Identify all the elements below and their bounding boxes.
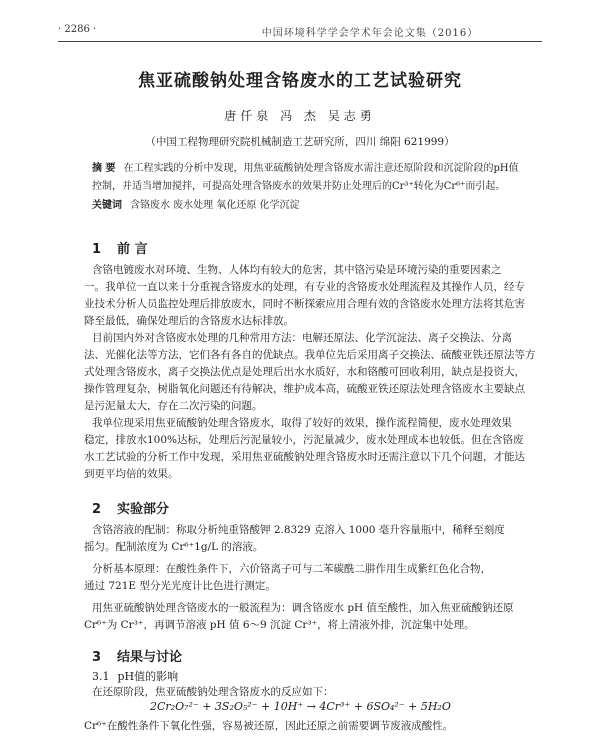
running-header [58, 24, 542, 42]
keywords-text: 含铬废水 废水处理 氧化还原 化学沉淀 [130, 200, 300, 211]
section-2-title: 实验部分 [117, 502, 170, 517]
s3-p2: Cr⁶⁺在酸性条件下氧化性强，容易被还原，因此还原之前需要调节废液成酸性。 [84, 720, 454, 732]
abstract-label: 摘 要 [92, 163, 116, 174]
s3-p1: 在还原阶段，焦亚硫酸钠处理含铬废水的反应如下： [92, 686, 334, 698]
s1-p3-l4: 到更平均倍的效果。 [84, 468, 179, 480]
subsection-3-1-title: pH值的影响 [117, 670, 179, 683]
abstract-line-2: 控制，并适当增加搅拌，可提高处理含铬废水的效果并防止处理后的Cr³⁺转化为Cr⁶⁺而引起。 [92, 181, 506, 192]
s1-p1-l2: 一。我单位一直以来十分重视含铬废水的处理，有专业的含铬废水处理流程及其操作人员，经专 [84, 281, 525, 293]
s1-p3-l2: 稳定，排放水100%达标，处理后污泥量较小，污泥量减少，废水处理成本也较低。但在含铬废 [84, 434, 524, 446]
section-2-heading [92, 498, 169, 517]
s1-p2-l5: 是污泥量太大，存在二次污染的问题。 [84, 400, 263, 412]
section-2-number: 2 [92, 502, 102, 517]
section-1-title: 前 言 [117, 242, 148, 257]
journal-name: 中国环境科学学会学术年会论文集（2016） [261, 28, 479, 39]
s2-p3-l2: Cr⁶⁺为 Cr³⁺，再调节溶液 pH 值 6～9 沉淀 Cr³⁺，将上清液外排，沉淀集中处理。 [84, 619, 475, 631]
section-3-title: 结果与讨论 [117, 650, 183, 665]
page-number: · 2286 · [58, 24, 97, 35]
keywords-label: 关键词 [92, 200, 122, 211]
subsection-3-1-number: 3.1 [92, 670, 110, 683]
section-1-heading [92, 238, 148, 257]
s1-p2-l3: 式处理含铬废水，离子交换法优点是处理后出水水质好，水和铬酸可回收利用，缺点是投资大， [84, 366, 525, 378]
paper-title: 焦亚硫酸钠处理含铬废水的工艺试验研究 [138, 71, 462, 91]
affiliation: （中国工程物理研究院机械制造工艺研究所，四川 绵阳 621999） [145, 136, 455, 148]
s2-p1-l2: 摇匀。配制浓度为 Cr⁶⁺1g/L 的溶液。 [84, 541, 264, 553]
subsection-3-1-heading [92, 668, 178, 684]
abstract-line-1 [92, 160, 540, 177]
s1-p3-l1: 我单位现采用焦亚硫酸钠处理含铬废水，取得了较好的效果，操作流程简便，废水处理效果 [92, 417, 512, 429]
s1-p3-l3: 水工艺试验的分析工作中发现，采用焦亚硫酸钠处理含铬废水时还需注意以下几个问题，才能达 [84, 451, 525, 463]
keywords [92, 197, 540, 214]
s1-p2-l2: 法、光催化法等方法，它们各有各自的优缺点。我单位先后采用离子交换法、硫酸亚铁还原法等方 [84, 349, 536, 361]
abstract-text-1: 在工程实践的分析中发现，用焦亚硫酸钠处理含铬废水需注意还原阶段和沉淀阶段的pH值 [123, 163, 519, 174]
s1-p2-l1: 目前国内外对含铬废水处理的几种常用方法：电解还原法、化学沉淀法、离子交换法、分离 [92, 332, 512, 344]
s2-p2-l2: 通过 721E 型分光光度计比色进行测定。 [84, 580, 276, 592]
section-3-number: 3 [92, 650, 102, 665]
s1-p1-l4: 降至最低，确保处理后的含铬废水达标排放。 [84, 315, 294, 327]
authors: 唐仟泉 冯 杰 吴志勇 [224, 109, 376, 123]
s2-p2-l1: 分析基本原理：在酸性条件下，六价铬离子可与二苯碳酰二肼作用生成紫红色化合物， [92, 563, 491, 575]
s1-p1-l3: 业技术分析人员监控处理后排放废水，同时不断探索应用合理有效的含铬废水处理方法将其危害 [84, 298, 525, 310]
header-rule [58, 41, 542, 42]
s2-p3-l1: 用焦亚硫酸钠处理含铬废水的一般流程为：调含铬废水 pH 值至酸性，加入焦亚硫酸钠还原 [92, 602, 514, 614]
s1-p2-l4: 操作管理复杂，树脂氧化问题还有待解决，维护成本高，硫酸亚铁还原法处理含铬废水主要缺点 [84, 383, 525, 395]
section-3-heading [92, 646, 182, 665]
s2-p1-l1: 含铬溶液的配制：称取分析纯重铬酸钾 2.8329 克溶入 1000 毫升容量瓶中，稀释至刻度 [92, 524, 505, 536]
section-1-number: 1 [92, 242, 102, 257]
s1-p1-l1: 含铬电镀废水对环境、生物、人体均有较大的危害，其中铬污染是环境污染的重要因素之 [92, 264, 502, 276]
reaction-equation: 2Cr₂O₇²⁻ + 3S₂O₅²⁻ + 10H⁺ → 4Cr³⁺ + 6SO₄²⁻ + 5H₂O [150, 700, 451, 713]
